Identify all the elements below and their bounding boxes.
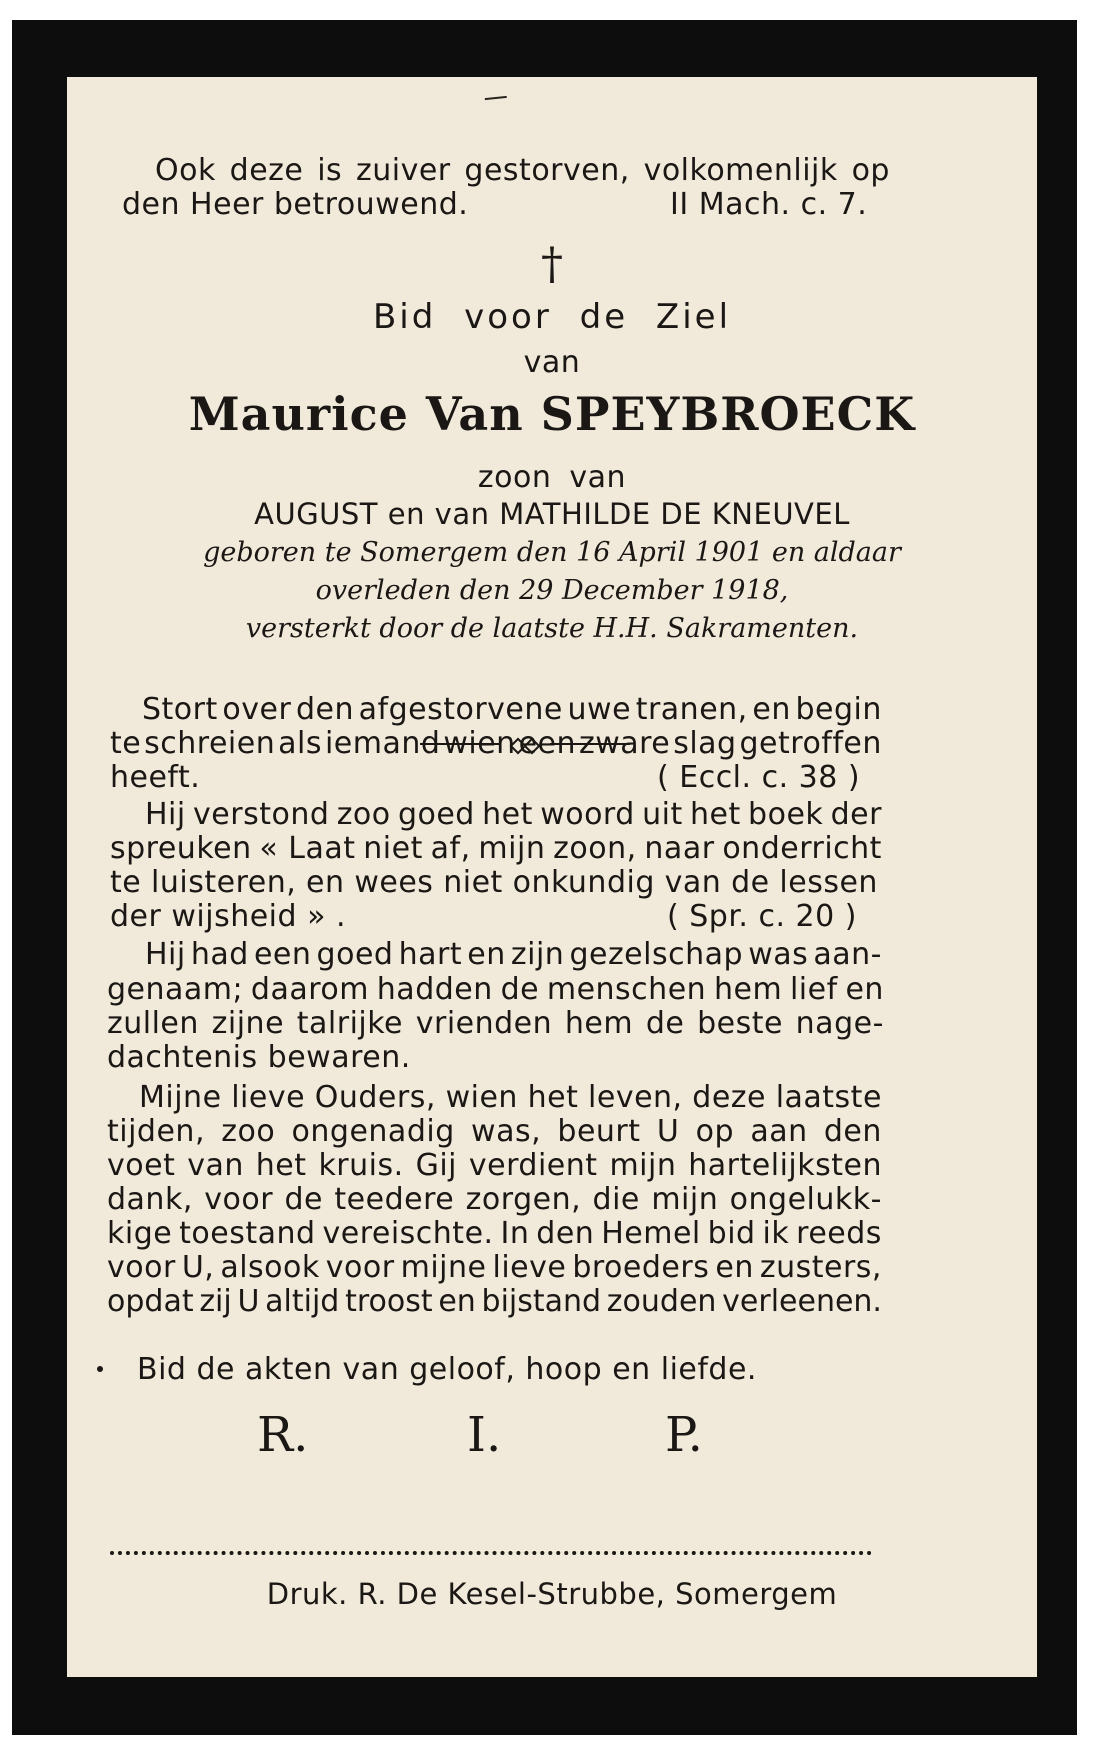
word: zijne xyxy=(211,1006,285,1041)
word: alsook xyxy=(220,1250,320,1285)
p1-line-3: heeft. xyxy=(110,760,201,795)
dotted-rule xyxy=(110,1551,872,1555)
word: den xyxy=(536,1216,595,1251)
word: en xyxy=(438,1284,476,1319)
word: op xyxy=(851,153,890,188)
word: zoon, xyxy=(553,831,637,866)
p2-line-2 xyxy=(110,831,882,866)
word: onkundig xyxy=(512,865,655,900)
epigraph-reference: II Mach. c. 7. xyxy=(670,187,868,222)
word: den xyxy=(823,1114,882,1149)
printer-credit: Druk. R. De Kesel-Strubbe, Somergem xyxy=(266,1577,838,1611)
word: Ouders, xyxy=(314,1080,436,1115)
word: af, xyxy=(430,831,471,866)
word: boek xyxy=(748,797,824,832)
word: opdat xyxy=(107,1284,194,1319)
word: goed xyxy=(316,937,394,972)
word: te xyxy=(110,865,142,900)
word: U, xyxy=(181,1250,215,1285)
word: afgestorvene xyxy=(358,692,563,727)
p4-line-4 xyxy=(107,1182,882,1217)
epigraph-line-1 xyxy=(155,153,890,188)
p4-line-1 xyxy=(139,1080,882,1115)
word: kige xyxy=(107,1216,173,1251)
word: van xyxy=(187,1148,244,1183)
word: bijstand xyxy=(481,1284,602,1319)
word: verdient xyxy=(468,1148,598,1183)
sacraments-line: versterkt door de laatste H.H. Sakramenten. xyxy=(245,613,859,644)
word: hem xyxy=(713,972,783,1007)
word: Mijne xyxy=(139,1080,222,1115)
word: had xyxy=(190,937,249,972)
word: zusters, xyxy=(759,1250,882,1285)
rip-i: I. xyxy=(467,1407,502,1463)
word: bid xyxy=(707,1216,756,1251)
word: tranen, xyxy=(635,692,748,727)
word: slag xyxy=(673,726,737,761)
word: uwe xyxy=(567,692,632,727)
rip-p: P. xyxy=(665,1407,703,1463)
word: schreien xyxy=(144,726,276,761)
word: van xyxy=(664,865,722,900)
word: zuiver xyxy=(355,153,451,188)
parents-names: AUGUST en van MATHILDE DE KNEUVEL xyxy=(254,497,850,531)
word: die xyxy=(592,1182,640,1217)
word: gezelschap xyxy=(569,937,744,972)
word: de xyxy=(645,1006,685,1041)
word: en xyxy=(306,865,345,900)
word: zware xyxy=(578,726,671,761)
word: zoo xyxy=(336,797,391,832)
word: begin xyxy=(795,692,882,727)
word: op xyxy=(695,1114,735,1149)
word: de xyxy=(284,1182,323,1217)
p3-line-2 xyxy=(107,972,884,1007)
word: beste xyxy=(697,1006,783,1041)
word: lieve xyxy=(231,1080,306,1115)
p3-line-3 xyxy=(107,1006,884,1041)
p4-line-2 xyxy=(107,1114,882,1149)
word: hem xyxy=(564,1006,634,1041)
word: en xyxy=(752,692,791,727)
word: onderricht xyxy=(722,831,882,866)
word: spreuken xyxy=(110,831,252,866)
van-label: van xyxy=(523,345,581,380)
p5-line: Bid de akten van geloof, hoop en liefde. xyxy=(137,1352,757,1387)
word: getroffen xyxy=(739,726,882,761)
word: reeds xyxy=(796,1216,882,1251)
word: In xyxy=(500,1216,530,1251)
word: « Laat xyxy=(259,831,356,866)
word: mijne xyxy=(400,1250,487,1285)
word: te xyxy=(110,726,142,761)
epigraph-line-2-left: den Heer betrouwend. xyxy=(122,187,469,222)
p1-reference: ( Eccl. c. 38 ) xyxy=(657,760,861,795)
word: woord xyxy=(540,797,635,832)
ornament-mark xyxy=(485,96,508,104)
word: het xyxy=(482,797,533,832)
word: en xyxy=(845,972,884,1007)
word: niet xyxy=(363,831,423,866)
word: aan- xyxy=(813,937,882,972)
word: voor xyxy=(325,1250,395,1285)
word: volkomenlijk xyxy=(643,153,838,188)
death-line: overleden den 29 December 1918, xyxy=(315,575,789,606)
word: aan xyxy=(750,1114,808,1149)
word: voor xyxy=(204,1182,274,1217)
p2-line-4: der wijsheid » . xyxy=(110,899,347,934)
son-of-label: zoon van xyxy=(477,460,627,495)
word: leven, xyxy=(588,1080,683,1115)
word: zorgen, xyxy=(465,1182,582,1217)
word: naar xyxy=(644,831,715,866)
word: Stort xyxy=(142,692,218,727)
word: deze xyxy=(229,153,304,188)
word: als xyxy=(278,726,323,761)
word: een xyxy=(518,726,577,761)
word: ongelukk- xyxy=(729,1182,882,1217)
word: de xyxy=(731,865,770,900)
word: deze xyxy=(692,1080,766,1115)
word: uit xyxy=(642,797,683,832)
word: teedere xyxy=(334,1182,455,1217)
word: zoo xyxy=(221,1114,276,1149)
word: talrijke xyxy=(296,1006,404,1041)
rip-r: R. xyxy=(257,1407,309,1463)
word: het xyxy=(255,1148,307,1183)
p4-line-6 xyxy=(107,1250,882,1285)
word: toestand xyxy=(179,1216,316,1251)
word: nage- xyxy=(795,1006,884,1041)
word: ik xyxy=(762,1216,790,1251)
word: U xyxy=(656,1114,680,1149)
p2-line-1 xyxy=(145,797,882,832)
word: beurt xyxy=(557,1114,641,1149)
word: zij xyxy=(199,1284,232,1319)
word: zijn xyxy=(510,937,565,972)
word: is xyxy=(317,153,343,188)
p4-line-7 xyxy=(107,1284,882,1319)
word: laatste xyxy=(775,1080,882,1115)
word: der xyxy=(830,797,882,832)
word: Hemel xyxy=(601,1216,701,1251)
word: tijden, xyxy=(107,1114,205,1149)
word: lessen xyxy=(779,865,878,900)
word: altijd xyxy=(265,1284,340,1319)
p2-reference: ( Spr. c. 20 ) xyxy=(667,899,857,934)
word: menschen xyxy=(546,972,707,1007)
prayer-heading: Bid voor de Ziel xyxy=(372,297,732,337)
word: wien xyxy=(445,1080,518,1115)
word: iemand xyxy=(324,726,441,761)
word: het xyxy=(527,1080,579,1115)
word: was xyxy=(748,937,809,972)
word: mijn xyxy=(609,1148,677,1183)
word: zullen xyxy=(107,1006,199,1041)
p2-line-3 xyxy=(110,865,878,900)
black-mourning-border xyxy=(12,20,1077,1735)
word: verstond xyxy=(193,797,330,832)
word: Hij xyxy=(145,937,186,972)
word: broeders xyxy=(572,1250,710,1285)
word: zouden xyxy=(606,1284,717,1319)
word: Ook xyxy=(155,153,216,188)
word: daarom xyxy=(250,972,369,1007)
word: hart xyxy=(398,937,463,972)
word: goed xyxy=(397,797,475,832)
word: vrienden xyxy=(415,1006,553,1041)
p1-line-2 xyxy=(110,726,882,761)
stray-dot xyxy=(97,1366,103,1372)
word: niet xyxy=(443,865,503,900)
cross-icon: † xyxy=(541,239,563,290)
p4-line-5 xyxy=(107,1216,882,1251)
word: wees xyxy=(354,865,434,900)
word: voet xyxy=(107,1148,176,1183)
word: kruis. xyxy=(318,1148,404,1183)
word: over xyxy=(222,692,292,727)
word: verleenen. xyxy=(722,1284,882,1319)
word: gestorven, xyxy=(464,153,630,188)
p3-line-4: dachtenis bewaren. xyxy=(107,1040,411,1075)
word: hartelijksten xyxy=(688,1148,882,1183)
word: en xyxy=(467,937,506,972)
word: mijn xyxy=(478,831,546,866)
word: Hij xyxy=(145,797,186,832)
word: een xyxy=(253,937,312,972)
word: genaam; xyxy=(107,972,244,1007)
word: troost xyxy=(345,1284,433,1319)
word: den xyxy=(295,692,354,727)
p4-line-3 xyxy=(107,1148,882,1183)
word: U xyxy=(237,1284,260,1319)
word: luisteren, xyxy=(151,865,297,900)
word: mijn xyxy=(651,1182,719,1217)
deceased-name: Maurice Van SPEYBROECK xyxy=(188,387,916,441)
word: dank, xyxy=(107,1182,193,1217)
word: en xyxy=(715,1250,754,1285)
word: wien xyxy=(443,726,516,761)
word: hadden xyxy=(376,972,493,1007)
word: ongenadig xyxy=(291,1114,455,1149)
word: lieve xyxy=(492,1250,567,1285)
word: was, xyxy=(471,1114,542,1149)
word: voor xyxy=(107,1250,176,1285)
word: het xyxy=(690,797,741,832)
word: lief xyxy=(789,972,838,1007)
p3-line-1 xyxy=(145,937,882,972)
birth-line: geboren te Somergem den 16 April 1901 en aldaar xyxy=(203,537,901,568)
word: Gij xyxy=(415,1148,457,1183)
memorial-card xyxy=(67,77,1037,1677)
p1-line-1 xyxy=(142,692,882,727)
word: de xyxy=(500,972,540,1007)
word: vereischte. xyxy=(322,1216,494,1251)
